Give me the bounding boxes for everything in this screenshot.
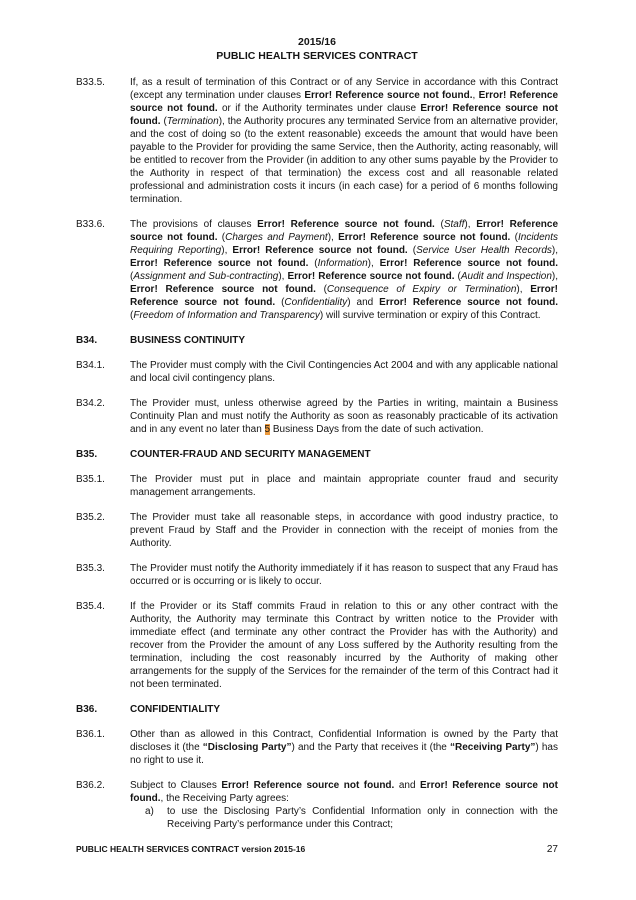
clause-number: B35.4.	[76, 601, 105, 612]
clause-text: Subject to Clauses Error! Reference source not found. and Error! Reference source not found., the Receiving Party agrees:	[130, 780, 558, 804]
clause-b34-1	[76, 359, 558, 385]
clause-text: Other than as allowed in this Contract, Confidential Information is owned by the Party that discloses it (the “Disclosing Party”) and the Party that receives it (the “Receiving Party”) has no right to use it.	[130, 729, 558, 766]
clause-number: B36.1.	[76, 729, 105, 740]
clause-text: The Provider must comply with the Civil Contingencies Act 2004 and with any applicable national and local civil contingency plans.	[130, 360, 558, 384]
clause-b35-2	[76, 511, 558, 550]
section-heading-b34	[76, 334, 558, 347]
clause-text: If, as a result of termination of this Contract or of any Service in accordance with this Contract (except any termination under clauses Error! Reference source not found., Error! Reference source not found. or if the Authority terminates under clause Error! Reference source not found. (Termination), the Authority procures any terminated Service from an alternative provider, and the cost of doing so (to the extent reasonable) exceeds the amount that would have been payable to the Provider for providing the same Service, then the Authority, acting reasonably, will be entitled to recover from the Provider (in addition to any other sums payable by the Provider to the Authority in respect of that termination) the excess cost and all reasonable related professional and administration costs it incurs (in each case) for a period of 6 months following termination.	[130, 77, 559, 205]
clause-b34-2	[76, 397, 558, 436]
clause-number: B34.2.	[76, 398, 105, 409]
section-number: B34.	[76, 335, 98, 346]
section-title: COUNTER-FRAUD AND SECURITY MANAGEMENT	[130, 449, 371, 460]
clause-text: The provisions of clauses Error! Reference source not found. (Staff), Error! Reference source not found. (Charges and Payment), Error! Reference source not found. (Incidents Requiring Reporting), Error! Reference source not found. (Service User Health Records), Error! Reference source not found. (Information), Error! Reference source not found. (Assignment and Sub-contracting), Error! Reference source not found. (Audit and Inspection), Error! Reference source not found. (Consequence of Expiry or Termination), Error! Reference source not found. (Confidentiality) and Error! Reference source not found. (Freedom of Information and Transparency) will survive termination or expiry of this Contract.	[130, 219, 559, 321]
clause-text: The Provider must put in place and maintain appropriate counter fraud and security management arrangements.	[130, 474, 558, 498]
clause-text: The Provider must notify the Authority immediately if it has reason to suspect that any Fraud has occurred or is occurring or is likely to occur.	[130, 563, 558, 587]
clause-number: B33.6.	[76, 219, 105, 230]
clause-text: The Provider must take all reasonable steps, in accordance with good industry practice, to prevent Fraud by Staff and the Provider in connection with the receipt of monies from the Authority.	[130, 512, 558, 549]
clause-b35-4	[76, 600, 558, 691]
clause-b33-5	[76, 76, 558, 206]
clause-number: B35.2.	[76, 512, 105, 523]
section-heading-b36	[76, 703, 558, 716]
list-item-text: to use the Disclosing Party’s Confidential Information only in connection with the Receiving Party’s performance under this Contract;	[167, 806, 558, 830]
section-number: B35.	[76, 449, 98, 460]
header-year: 2015/16	[298, 36, 336, 48]
clause-number: B33.5.	[76, 77, 105, 88]
header-title: PUBLIC HEALTH SERVICES CONTRACT	[216, 50, 418, 62]
document-header	[76, 35, 558, 63]
clause-number: B36.2.	[76, 780, 105, 791]
clause-b35-3	[76, 562, 558, 588]
section-heading-b35	[76, 448, 558, 461]
clause-number: B34.1.	[76, 360, 105, 371]
section-title: BUSINESS CONTINUITY	[130, 335, 246, 346]
section-title: CONFIDENTIALITY	[130, 704, 220, 715]
footer-title: PUBLIC HEALTH SERVICES CONTRACT version 2015-16	[76, 844, 306, 854]
clause-b36-1	[76, 728, 558, 767]
clause-number: B35.3.	[76, 563, 105, 574]
document-footer	[76, 843, 558, 856]
clause-text: If the Provider or its Staff commits Fraud in relation to this or any other contract with the Authority, the Authority may terminate this Contract by written notice to the Provider with immediate effect (and terminate any other contract the Provider has with the Authority) and recover from the Provider the amount of any Loss suffered by the Authority resulting from the termination, including the cost reasonably incurred by the Authority of making other arrangements for the supply of the Services for the remainder of the term of this Contract had it not been terminated.	[130, 601, 558, 690]
clause-b35-1	[76, 473, 558, 499]
clause-text: The Provider must, unless otherwise agreed by the Parties in writing, maintain a Business Continuity Plan and must notify the Authority as soon as reasonably practicable of its activation and in any event no later than 5 Business Days from the date of such activation.	[130, 398, 558, 435]
list-item-a	[145, 805, 558, 831]
list-item-marker: a)	[145, 806, 154, 817]
page-number: 27	[546, 844, 558, 855]
clause-b36-2	[76, 779, 558, 831]
clause-number: B35.1.	[76, 474, 105, 485]
clause-b33-6	[76, 218, 558, 322]
section-number: B36.	[76, 704, 98, 715]
